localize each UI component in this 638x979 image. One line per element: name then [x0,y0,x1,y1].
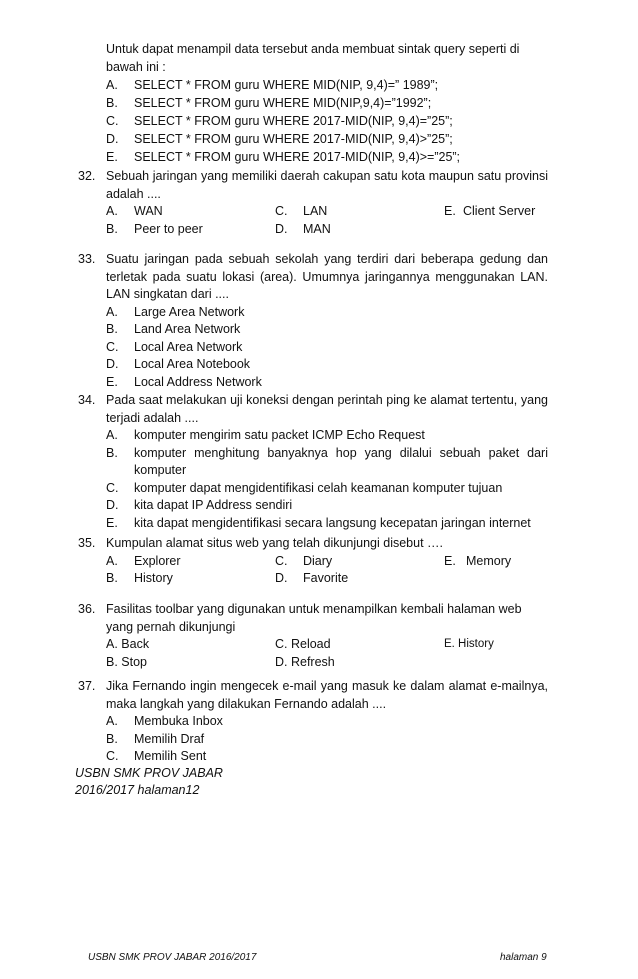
option-text: Peer to peer [134,221,203,236]
option-letter: D. [106,498,119,512]
footer-line: USBN SMK PROV JABAR [75,766,223,780]
question-number: 33. [78,252,96,266]
option-letter: A. [106,428,118,442]
question-number: 37. [78,679,96,693]
option-row [106,221,548,239]
option-row [106,304,548,322]
option-row [106,515,548,533]
option-text: kita dapat mengidentifikasi secara langsung kecepatan jaringan internet [134,515,531,530]
option-text: Memory [466,553,512,568]
option-row [106,76,546,94]
option-text: SELECT * FROM guru WHERE MID(NIP,9,4)=”1992”; [134,96,432,110]
question-37 [78,678,548,766]
question-36 [78,601,548,671]
option-letter: E. [106,150,118,164]
option-text: LAN [303,204,328,218]
question-text: Pada saat melakukan uji koneksi dengan perintah ping ke alamat tertentu, yang terjadi adalah .... [106,393,548,425]
question-text: Sebuah jaringan yang memiliki daerah cakupan satu kota maupun satu provinsi adalah .... [106,169,548,201]
question-text: Fasilitas toolbar yang digunakan untuk menampilkan kembali halaman web yang pernah dikunjungi [106,602,522,634]
option-letter: D. [275,221,288,236]
question-34 [78,392,548,532]
option-c: C. Reload [275,637,331,651]
question-number: 34. [78,393,96,407]
option-text: MAN [303,221,331,236]
option-letter: E. [106,515,118,530]
option-row [106,321,548,339]
option-text: Land Area Network [134,322,241,336]
option-text: SELECT * FROM guru WHERE 2017-MID(NIP, 9,4)>”25”; [134,132,453,146]
option-letter: B. [106,322,118,336]
question-number: 32. [78,169,96,183]
option-row [106,148,546,166]
option-text: SELECT * FROM guru WHERE 2017-MID(NIP, 9,4)>=”25”; [134,150,461,164]
option-row [106,112,546,130]
question-number: 36. [78,602,96,616]
option-letter: B. [106,221,118,236]
option-d: D. Refresh [275,654,335,669]
option-text: Membuka Inbox [134,714,223,728]
question-35 [78,535,548,588]
option-text: Client Server [463,204,536,218]
footer-line: 2016/2017 halaman12 [75,783,200,797]
option-row [106,94,546,112]
option-text: komputer menghitung banyaknya hop yang dilalui sebuah paket dari komputer [134,445,548,477]
question-text: Suatu jaringan pada sebuah sekolah yang terdiri dari beberapa gedung dan terletak pada suatu lokasi (area). Umumnya jaringannya menggunakan LAN. LAN singkatan dari .... [106,252,548,301]
option-row [106,748,548,766]
option-text: SELECT * FROM guru WHERE MID(NIP, 9,4)=” 1989”; [134,78,439,92]
option-letter: C. [275,553,288,568]
option-letter: B. [106,731,118,746]
option-row [106,445,548,480]
question-32 [78,168,548,238]
option-text: Large Area Network [134,304,245,319]
option-text: Explorer [134,553,181,568]
option-row [106,427,548,445]
option-e: E. History [444,638,494,650]
option-letter: A. [106,553,118,568]
option-letter: C. [106,749,119,763]
option-letter: B. [106,571,118,585]
option-letter: B. [106,96,118,110]
option-text: Diary [303,553,333,568]
option-letter: C. [106,114,119,128]
option-row [106,654,548,672]
option-row [106,713,548,731]
question-text: Kumpulan alamat situs web yang telah dikunjungi disebut …. [106,536,444,550]
option-row [106,497,548,515]
option-letter: E. [444,204,456,218]
option-a: A. Back [106,637,150,651]
option-b: B. Stop [106,654,147,669]
option-letter: D. [275,571,288,585]
page-number: halaman 9 [500,952,547,963]
option-text: WAN [134,204,163,218]
option-text: Local Area Notebook [134,357,251,371]
option-row [106,374,548,392]
option-text: SELECT * FROM guru WHERE 2017-MID(NIP, 9,4)=”25”; [134,114,453,128]
option-text: Local Area Network [134,339,243,354]
option-letter: C. [106,339,119,354]
option-text: kita dapat IP Address sendiri [134,498,293,512]
option-text: Local Address Network [134,374,262,389]
option-text: History [134,571,173,585]
option-row [106,339,548,357]
option-letter: C. [275,204,288,218]
option-letter: A. [106,714,118,728]
option-text: Favorite [303,571,349,585]
question-text: Jika Fernando ingin mengecek e-mail yang masuk ke dalam alamat e-mailnya, maka langkah yang dilakukan Fernando adalah .... [106,679,548,711]
option-text: komputer mengirim satu packet ICMP Echo Request [134,428,425,442]
option-text: Memilih Draf [134,731,205,746]
option-letter: A. [106,304,118,319]
document-footer-note [75,765,223,799]
option-letter: E. [444,553,456,568]
option-letter: C. [106,480,119,495]
option-letter: D. [106,132,119,146]
option-row [106,130,546,148]
option-letter: A. [106,78,118,92]
question-text: Untuk dapat menampil data tersebut anda membuat sintak query seperti di bawah ini : [106,42,520,74]
option-row [106,203,548,221]
option-letter: E. [106,374,118,389]
option-text: komputer dapat mengidentifikasi celah keamanan komputer tujuan [134,480,503,495]
option-row [106,636,548,654]
option-row [106,731,548,749]
question-number: 35. [78,536,96,550]
option-row [106,480,548,498]
option-row [106,356,548,374]
option-letter: B. [106,445,118,460]
option-letter: D. [106,357,119,371]
question-31-continuation [106,40,546,166]
page-footer-left: USBN SMK PROV JABAR 2016/2017 [88,952,257,963]
question-33 [78,251,548,391]
option-row [106,553,548,571]
option-text: Memilih Sent [134,749,207,763]
option-row [106,570,548,588]
option-letter: A. [106,204,118,218]
